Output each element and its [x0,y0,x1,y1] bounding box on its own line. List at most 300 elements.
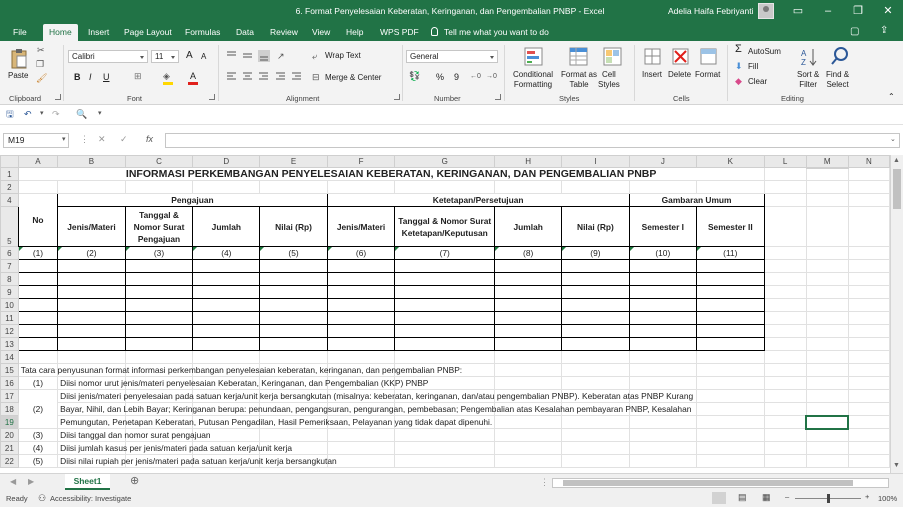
cell[interactable] [327,286,395,299]
wrap-text-button[interactable]: Wrap Text [325,51,361,60]
cell[interactable] [848,194,889,207]
cell[interactable] [764,312,806,325]
cell[interactable] [18,351,57,364]
row-header[interactable]: 1 [1,168,19,181]
grow-font-button[interactable]: A [186,50,193,61]
tell-me-search[interactable] [431,27,549,37]
minimize-icon[interactable]: – [824,5,832,17]
cell[interactable] [18,286,57,299]
cell[interactable] [58,299,126,312]
header-tanggal-pengajuan[interactable]: Tanggal & Nomor Surat Pengajuan [125,207,192,247]
cell[interactable] [125,312,192,325]
customize-qat-icon[interactable]: ▾ [98,110,102,117]
cell[interactable] [260,312,327,325]
cell[interactable] [697,273,765,286]
normal-view-icon[interactable] [712,492,726,504]
vertical-scrollbar[interactable] [890,155,903,473]
cell[interactable] [848,247,889,260]
cell[interactable] [495,181,562,194]
cell[interactable] [562,351,629,364]
clipboard-launcher-icon[interactable] [55,94,61,100]
row-header[interactable]: 15 [1,364,19,377]
ribbon-display-icon[interactable]: ▭ [792,5,804,17]
zoom-in-icon[interactable]: + [865,492,870,501]
cell[interactable] [562,260,629,273]
redo-icon[interactable]: ↷ [52,109,60,119]
zoom-level[interactable]: 100% [878,494,898,503]
cell[interactable] [327,429,395,442]
cell[interactable] [848,403,889,416]
tab-home[interactable]: Home [43,24,78,41]
cell[interactable] [848,273,889,286]
column-number[interactable]: (8) [495,247,562,260]
cell[interactable] [806,168,848,181]
cell[interactable] [629,299,696,312]
cell[interactable] [848,338,889,351]
cell[interactable] [806,325,848,338]
cell[interactable] [125,273,192,286]
column-number[interactable]: (1) [18,247,57,260]
cell[interactable] [18,181,57,194]
cell[interactable] [193,351,260,364]
sheet-tab[interactable]: Sheet1 [65,474,110,490]
column-header[interactable]: M [806,156,848,168]
cell[interactable] [806,377,848,390]
cell[interactable] [697,260,765,273]
cell[interactable] [764,390,806,403]
cell[interactable] [327,181,395,194]
cell[interactable] [629,273,696,286]
borders-icon[interactable]: ⊞ [134,71,142,81]
cell[interactable] [806,442,848,455]
cell[interactable] [806,260,848,273]
cell[interactable] [848,442,889,455]
instruction-number[interactable]: (3) [18,429,57,442]
cell[interactable] [193,325,260,338]
cell[interactable] [562,442,629,455]
font-launcher-icon[interactable] [209,94,215,100]
cell[interactable] [58,181,126,194]
copy-icon[interactable]: ❐ [36,59,45,69]
cell[interactable] [18,273,57,286]
cell[interactable] [764,403,806,416]
row-header[interactable]: 14 [1,351,19,364]
cell[interactable] [562,377,629,390]
insert-function-button[interactable]: fx [146,134,154,144]
cell[interactable] [58,286,126,299]
number-launcher-icon[interactable] [495,94,501,100]
cell[interactable] [562,312,629,325]
cell[interactable] [395,455,495,468]
cell[interactable] [327,325,395,338]
cell[interactable] [58,442,292,455]
fill-color-icon[interactable]: ◈ [163,71,170,81]
cell[interactable] [806,207,848,247]
tab-page-layout[interactable]: Page Layout [124,27,172,37]
row-header[interactable]: 6 [1,247,19,260]
cell[interactable] [125,351,192,364]
number-format-select[interactable]: General [406,50,498,63]
header-pengajuan[interactable]: Pengajuan [58,194,328,207]
cell[interactable] [58,403,692,416]
cell[interactable] [260,429,327,442]
format-cells-icon[interactable] [699,47,719,67]
find-select-button[interactable] [826,70,849,90]
cell[interactable] [629,442,696,455]
zoom-slider-thumb[interactable] [827,494,830,503]
instruction-number[interactable]: (5) [18,455,57,468]
cell[interactable] [697,390,765,403]
cell[interactable] [260,181,327,194]
cell[interactable] [764,181,806,194]
cell[interactable] [697,299,765,312]
cell[interactable] [58,455,337,468]
cell[interactable] [629,338,696,351]
cell[interactable] [327,260,395,273]
cell[interactable] [495,442,562,455]
column-number[interactable]: (7) [395,247,495,260]
row-header[interactable]: 11 [1,312,19,325]
cell[interactable] [764,338,806,351]
undo-icon[interactable]: ↶ [24,109,32,119]
merge-icon[interactable]: ⊟ [312,72,320,82]
zoom-out-icon[interactable]: – [785,492,790,501]
cell[interactable] [193,181,260,194]
cell[interactable] [193,273,260,286]
cell[interactable] [395,325,495,338]
cell[interactable] [806,181,848,194]
cell[interactable] [764,286,806,299]
tab-review[interactable]: Review [270,27,298,37]
h-scroll-thumb[interactable] [563,480,853,486]
column-number[interactable]: (4) [193,247,260,260]
shrink-font-button[interactable]: A [201,52,207,61]
name-box[interactable]: M19 [3,133,69,148]
cell[interactable] [495,299,562,312]
horizontal-align-icons[interactable] [226,72,304,82]
horizontal-scrollbar[interactable] [552,478,889,488]
cell[interactable] [629,260,696,273]
cell[interactable] [764,207,806,247]
cell[interactable] [193,286,260,299]
cell[interactable] [848,312,889,325]
cell[interactable] [764,260,806,273]
row-header[interactable]: 18 [1,403,19,416]
column-header[interactable]: L [764,156,806,168]
cell[interactable] [562,181,629,194]
column-header[interactable]: D [193,156,260,168]
cell[interactable] [806,194,848,207]
cell[interactable] [495,338,562,351]
cell[interactable] [806,299,848,312]
cell[interactable] [18,312,57,325]
cell[interactable] [562,299,629,312]
cell[interactable] [495,351,562,364]
cell-styles-icon[interactable] [603,47,623,67]
column-header[interactable]: F [327,156,395,168]
cell[interactable] [848,286,889,299]
cell[interactable] [764,364,806,377]
cell[interactable] [764,442,806,455]
conditional-formatting-button[interactable] [513,70,553,90]
cell[interactable] [562,416,629,429]
share-icon[interactable]: ⇪ [880,25,889,36]
cell[interactable] [764,273,806,286]
row-header[interactable]: 17 [1,390,19,403]
column-header[interactable]: C [125,156,192,168]
cell[interactable] [848,325,889,338]
cell[interactable] [395,442,495,455]
row-header[interactable]: 19 [1,416,19,429]
cell[interactable] [395,429,495,442]
underline-button[interactable]: U [103,72,110,82]
prev-sheet-icon[interactable]: ◀ [10,477,17,486]
scroll-down-icon[interactable]: ▼ [893,462,900,469]
header-nilai-2[interactable]: Nilai (Rp) [562,207,629,247]
decrease-decimal-icon[interactable]: →0 [486,73,497,80]
worksheet-grid[interactable] [0,155,890,468]
format-button[interactable]: Format [695,70,721,79]
comma-button[interactable]: 9 [454,72,460,82]
cell[interactable] [697,364,765,377]
cell[interactable] [327,351,395,364]
column-header[interactable]: N [848,156,889,168]
row-header[interactable]: 21 [1,442,19,455]
column-number[interactable]: (11) [697,247,765,260]
cell[interactable] [764,429,806,442]
cell[interactable] [260,299,327,312]
cell[interactable] [495,273,562,286]
cell[interactable] [395,273,495,286]
cell[interactable] [58,325,126,338]
cell[interactable] [562,364,629,377]
cell[interactable] [848,181,889,194]
cell[interactable] [697,312,765,325]
cell[interactable] [18,338,57,351]
cell[interactable] [806,429,848,442]
row-header[interactable]: 22 [1,455,19,468]
cell[interactable] [697,416,765,429]
cell[interactable] [495,260,562,273]
cell[interactable] [629,181,696,194]
header-semester-1[interactable]: Semester I [629,207,696,247]
header-gambaran-umum[interactable]: Gambaran Umum [629,194,764,207]
cell[interactable] [848,207,889,247]
column-number[interactable]: (5) [260,247,327,260]
font-name-select[interactable]: Calibri [68,50,148,63]
cell[interactable] [697,377,765,390]
conditional-formatting-icon[interactable] [524,47,544,67]
cell-styles-button[interactable] [598,70,620,90]
cell[interactable] [260,325,327,338]
selected-cell[interactable] [806,416,848,429]
tab-split-icon[interactable]: ⋮ [540,477,549,487]
cell[interactable] [629,364,696,377]
cell[interactable] [562,338,629,351]
column-number[interactable]: (3) [125,247,192,260]
tab-help[interactable]: Help [346,27,364,37]
cell[interactable] [806,338,848,351]
cell[interactable] [848,299,889,312]
format-painter-icon[interactable]: 🖌 [36,73,48,83]
cell[interactable] [18,325,57,338]
row-header[interactable]: 5 [1,207,19,247]
cell[interactable] [260,351,327,364]
column-number[interactable]: (10) [629,247,696,260]
cell[interactable] [395,286,495,299]
accessibility-status[interactable]: Accessibility: Investigate [50,494,132,503]
cell[interactable] [629,351,696,364]
tab-view[interactable]: View [312,27,331,37]
cancel-entry-icon[interactable]: ✕ [98,134,106,144]
paste-label[interactable]: Paste [8,71,29,80]
header-jumlah[interactable]: Jumlah [193,207,260,247]
cell[interactable] [58,429,211,442]
accessibility-icon[interactable]: ⚇ [38,493,47,503]
cell[interactable] [806,273,848,286]
add-sheet-icon[interactable]: ⊕ [130,475,140,487]
cell[interactable] [58,260,126,273]
cell[interactable] [260,286,327,299]
header-jenis-materi[interactable]: Jenis/Materi [58,207,126,247]
delete-button[interactable]: Delete [668,70,692,79]
cell[interactable] [395,299,495,312]
cell[interactable] [806,455,848,468]
print-preview-icon[interactable]: 🔍 [76,109,88,119]
collapse-ribbon-icon[interactable]: ⌃ [888,92,895,101]
merge-center-button[interactable]: Merge & Center [325,73,382,82]
cell[interactable] [806,312,848,325]
cell[interactable] [848,351,889,364]
row-header[interactable]: 8 [1,273,19,286]
tab-formulas[interactable]: Formulas [185,27,221,37]
cell[interactable] [58,390,694,403]
italic-button[interactable]: I [89,72,92,82]
cell[interactable] [764,455,806,468]
cell[interactable] [193,312,260,325]
cell[interactable] [562,273,629,286]
cell[interactable] [697,403,765,416]
cell[interactable] [848,390,889,403]
wrap-text-icon[interactable]: ⤶ [312,51,318,61]
autosum-button[interactable]: AutoSum [748,47,781,56]
header-semester-2[interactable]: Semester II [697,207,765,247]
worksheet[interactable] [0,155,890,473]
row-header[interactable]: 10 [1,299,19,312]
cell[interactable] [395,181,495,194]
cell[interactable] [125,260,192,273]
cell[interactable] [327,338,395,351]
page-break-view-icon[interactable]: ▦ [762,492,771,502]
format-as-table-button[interactable] [561,70,597,90]
cell[interactable] [764,299,806,312]
cell[interactable] [193,338,260,351]
column-header[interactable]: B [58,156,126,168]
cell[interactable] [327,273,395,286]
autosum-icon[interactable]: Σ [735,43,742,55]
cell[interactable] [260,260,327,273]
cell[interactable] [495,429,562,442]
orientation-icon[interactable]: ↗ [277,51,285,61]
cell[interactable] [629,286,696,299]
header-jenis-materi-2[interactable]: Jenis/Materi [327,207,395,247]
cell[interactable] [327,299,395,312]
cell[interactable] [848,364,889,377]
cell[interactable] [327,312,395,325]
cell[interactable] [58,416,493,429]
format-as-table-icon[interactable] [569,47,589,67]
cell[interactable] [18,364,463,377]
cell[interactable] [629,455,696,468]
cell[interactable] [764,351,806,364]
save-icon[interactable]: 🖫 [6,109,14,119]
sheet-title[interactable]: INFORMASI PERKEMBANGAN PENYELESAIAN KEBERATAN, KERINGANAN, DAN PENGEMBALIAN PNBP [18,168,764,181]
cell[interactable] [58,312,126,325]
tab-insert[interactable]: Insert [88,27,110,37]
cell[interactable] [495,325,562,338]
cell[interactable] [58,351,126,364]
name-box-dropdown-icon[interactable]: ▾ [62,136,66,143]
column-number[interactable]: (6) [327,247,395,260]
cut-icon[interactable]: ✂ [37,45,45,55]
clear-button[interactable]: Clear [748,77,768,86]
row-header[interactable]: 2 [1,181,19,194]
tab-file[interactable]: File [13,27,27,37]
instruction-number[interactable]: (2) [18,390,57,429]
sort-filter-button[interactable] [797,70,819,90]
select-all-corner[interactable] [1,156,19,168]
cell[interactable] [806,364,848,377]
header-nilai[interactable]: Nilai (Rp) [260,207,327,247]
alignment-launcher-icon[interactable] [394,94,400,100]
cell[interactable] [495,416,562,429]
cell[interactable] [395,338,495,351]
cell[interactable] [193,260,260,273]
column-header[interactable]: K [697,156,765,168]
cell[interactable] [495,312,562,325]
increase-decimal-icon[interactable]: ←0 [470,73,481,80]
column-header[interactable]: H [495,156,562,168]
cell[interactable] [495,286,562,299]
header-jumlah-2[interactable]: Jumlah [495,207,562,247]
header-ketetapan[interactable]: Ketetapan/Persetujuan [327,194,629,207]
tab-data[interactable]: Data [236,27,254,37]
cell[interactable] [848,416,889,429]
cell[interactable] [806,247,848,260]
cell[interactable] [562,325,629,338]
cell[interactable] [697,325,765,338]
column-header[interactable]: J [629,156,696,168]
cell[interactable] [629,325,696,338]
cell[interactable] [629,429,696,442]
cell[interactable] [697,442,765,455]
cell[interactable] [806,351,848,364]
instruction-number[interactable]: (4) [18,442,57,455]
cell[interactable] [395,351,495,364]
paste-icon[interactable] [10,48,28,70]
cell[interactable] [697,286,765,299]
cell[interactable] [58,377,429,390]
percent-button[interactable]: % [436,72,445,82]
cell[interactable] [848,260,889,273]
cell[interactable] [125,299,192,312]
row-header[interactable]: 16 [1,377,19,390]
cell[interactable] [495,364,562,377]
cell[interactable] [395,312,495,325]
cell[interactable] [848,168,889,181]
cell[interactable] [562,455,629,468]
cell[interactable] [764,247,806,260]
